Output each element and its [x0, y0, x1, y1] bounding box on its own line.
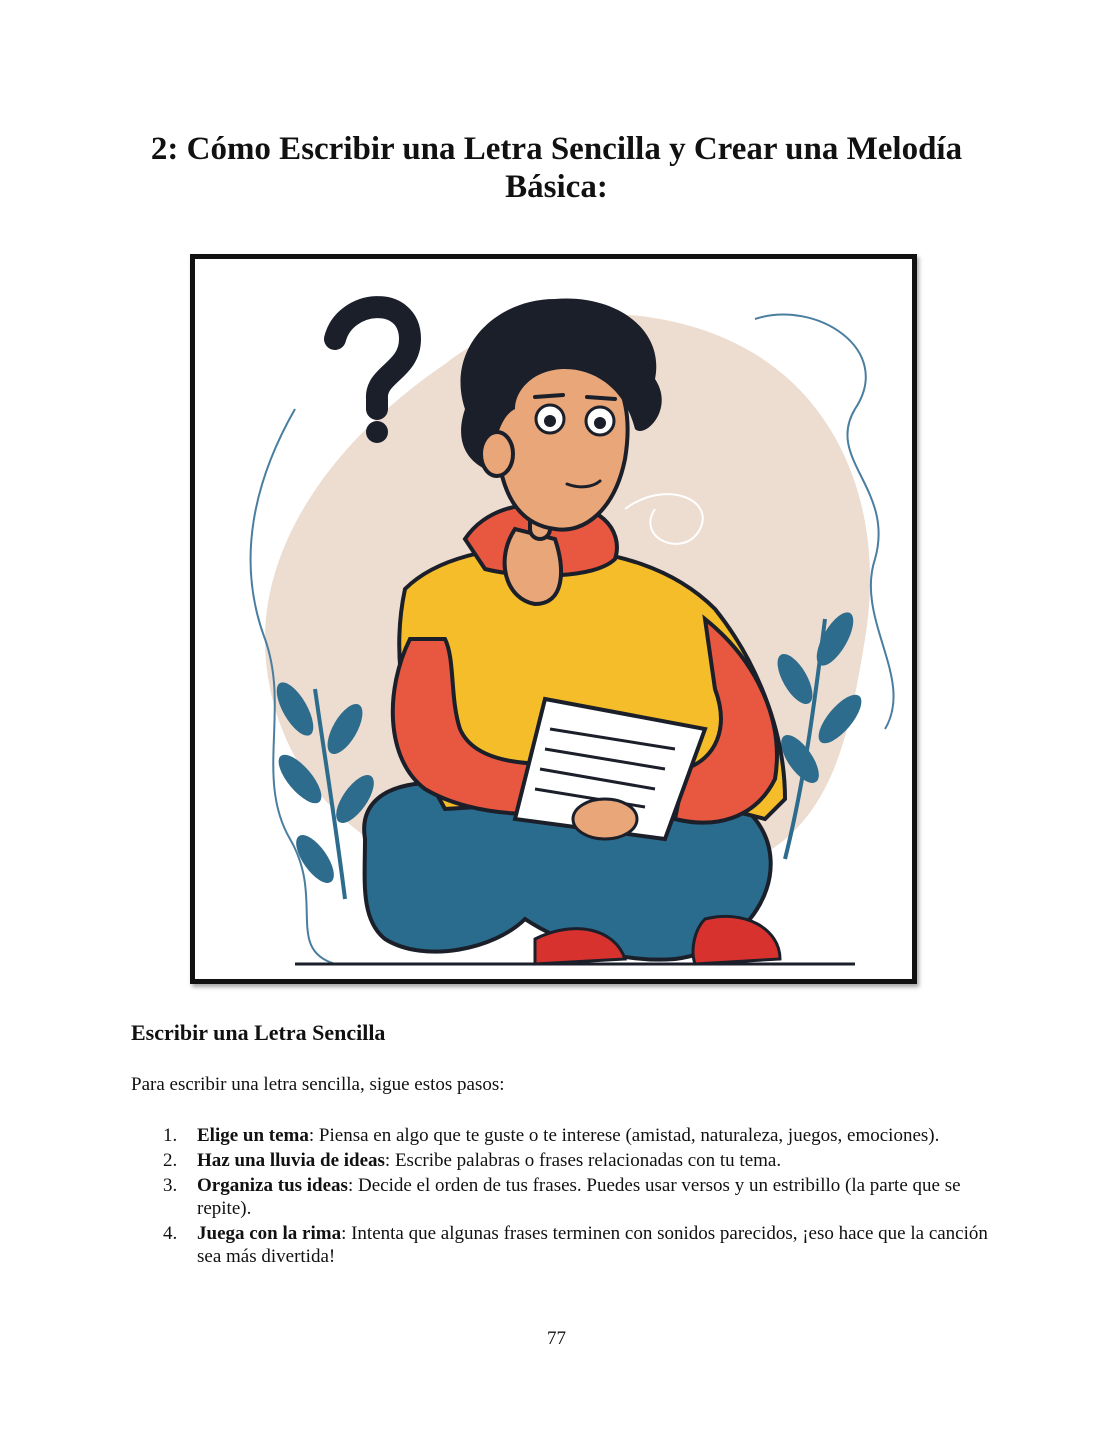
list-item-term: Organiza tus ideas	[197, 1175, 348, 1196]
shoe-right	[693, 916, 780, 964]
section-heading: Escribir una Letra Sencilla	[131, 1020, 386, 1045]
thinking-boy-illustration	[190, 254, 917, 984]
steps-list	[131, 1124, 991, 1270]
list-item-term: Haz una lluvia de ideas	[197, 1150, 385, 1171]
intro-paragraph: Para escribir una letra sencilla, sigue estos pasos:	[131, 1074, 505, 1095]
list-item-term: Elige un tema	[197, 1125, 309, 1146]
page-number: 77	[547, 1328, 566, 1349]
raised-arm	[505, 529, 561, 604]
list-item-number: 4.	[163, 1223, 178, 1244]
list-item-number: 3.	[163, 1175, 178, 1196]
list-item-number: 1.	[163, 1125, 178, 1146]
hand	[573, 799, 637, 839]
list-item-text: : Piensa en algo que te guste o te interese (amistad, naturaleza, juegos, emociones).	[308, 1125, 940, 1146]
list-item-text: : Intenta que algunas frases terminen con sonidos parecidos, ¡eso hace que la canción sea más divertida!	[197, 1223, 988, 1267]
list-item-term: Juega con la rima	[197, 1223, 342, 1244]
list-item-text: : Decide el orden de tus frases. Puedes usar versos y un estribillo (la parte que se repite).	[197, 1175, 961, 1219]
list-item-number: 2.	[163, 1150, 178, 1171]
list-item-text: : Escribe palabras o frases relacionadas con tu tema.	[384, 1150, 782, 1171]
list-item	[131, 1174, 991, 1220]
page-title: 2: Cómo Escribir una Letra Sencilla y Crear una Melodía Básica:	[150, 131, 963, 205]
list-item	[131, 1222, 991, 1268]
list-item	[131, 1124, 991, 1147]
list-item	[131, 1149, 991, 1172]
